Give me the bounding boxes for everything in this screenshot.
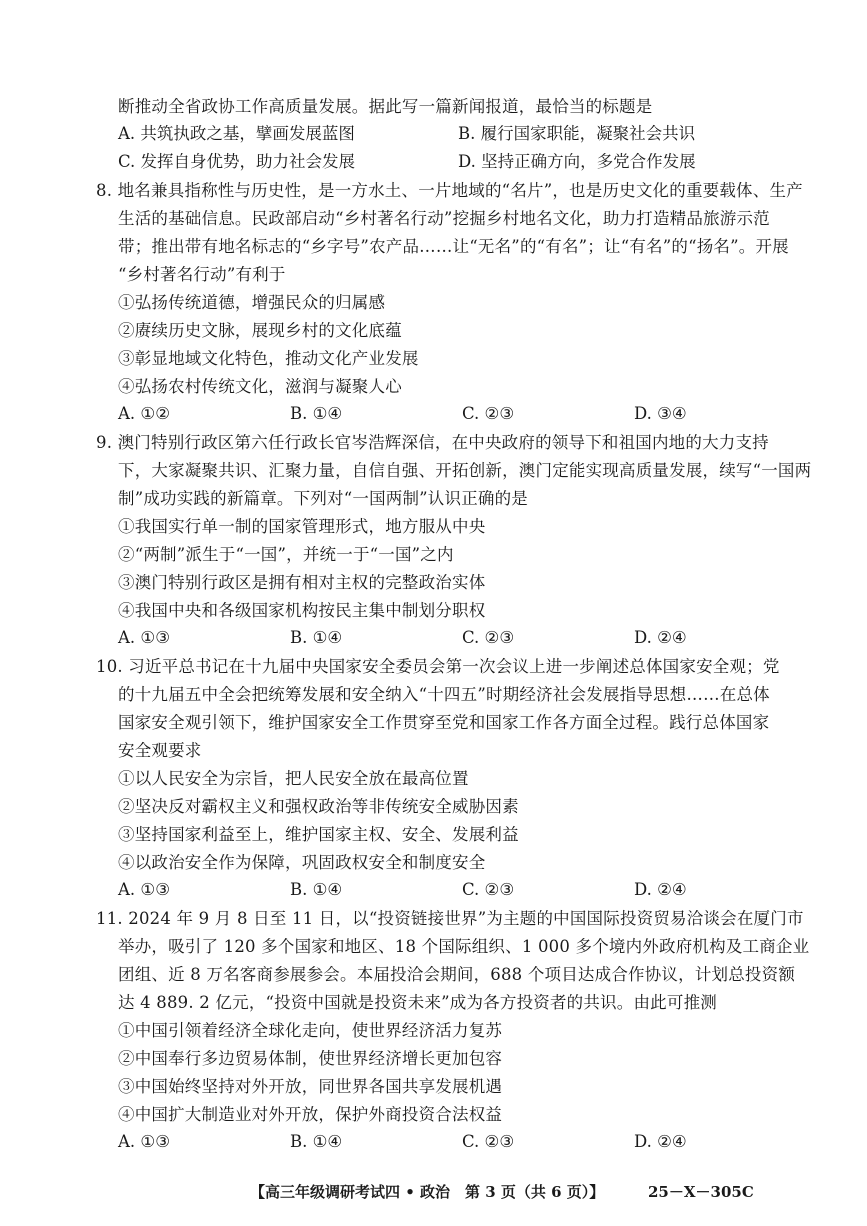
q9-option-c: C. ②③	[462, 628, 515, 647]
q8-item: ④弘扬农村传统文化，滋润与凝聚人心	[118, 377, 402, 396]
q9-option-d: D. ②④	[634, 628, 687, 647]
q7-option-a: A. 共筑执政之基，擘画发展蓝图	[118, 124, 355, 143]
q11-option-c: C. ②③	[462, 1132, 515, 1151]
q11-item: ②中国奉行多边贸易体制，使世界经济增长更加包容	[118, 1049, 503, 1068]
q11-stem-line: 举办，吸引了 120 多个国家和地区、18 个国际组织、1 000 多个境内外政府机构及工商企业	[118, 937, 810, 956]
q10-option-a: A. ①③	[118, 880, 170, 899]
q8-option-d: D. ③④	[634, 404, 687, 423]
q8-option-c: C. ②③	[462, 404, 515, 423]
q9-item: ②“两制”派生于“一国”，并统一于“一国”之内	[118, 545, 454, 564]
q10-item: ④以政治安全作为保障，巩固政权安全和制度安全	[118, 853, 486, 872]
q10-item: ③坚持国家利益至上，维护国家主权、安全、发展利益	[118, 825, 519, 844]
q8-stem-line: 8. 地名兼具指称性与历史性，是一方水土、一片地域的“名片”，也是历史文化的重要载体、生产	[96, 181, 803, 200]
q10-stem-line: 安全观要求	[118, 741, 202, 760]
q10-item: ①以人民安全为宗旨，把人民安全放在最高位置	[118, 769, 469, 788]
q10-item: ②坚决反对霸权主义和强权政治等非传统安全威胁因素	[118, 797, 519, 816]
q11-option-d: D. ②④	[634, 1132, 687, 1151]
q9-stem-line: 制”成功实践的新篇章。下列对“一国两制”认识正确的是	[118, 489, 529, 508]
q11-stem-line: 达 4 889. 2 亿元，“投资中国就是投资未来”成为各方投资者的共识。由此可推测	[118, 993, 717, 1012]
q10-stem-line: 的十九届五中全会把统筹发展和安全纳入“十四五”时期经济社会发展指导思想……在总体	[118, 685, 770, 704]
q7-option-c: C. 发挥自身优势，助力社会发展	[118, 152, 356, 171]
q11-item: ③中国始终坚持对外开放，同世界各国共享发展机遇	[118, 1077, 503, 1096]
q10-option-b: B. ①④	[290, 880, 343, 899]
q11-item: ①中国引领着经济全球化走向，使世界经济活力复苏	[118, 1021, 503, 1040]
q10-stem-line: 国家安全观引领下，维护国家安全工作贯穿至党和国家工作各方面全过程。践行总体国家	[118, 713, 770, 732]
page-footer-code: 25－X－305C	[648, 1183, 754, 1201]
q9-option-b: B. ①④	[290, 628, 343, 647]
q9-item: ①我国实行单一制的国家管理形式，地方服从中央	[118, 517, 486, 536]
page-footer-title: 【高三年级调研考试四 • 政治 第 3 页（共 6 页）】	[250, 1183, 605, 1201]
q9-option-a: A. ①③	[118, 628, 170, 647]
q8-item: ②赓续历史文脉，展现乡村的文化底蕴	[118, 321, 402, 340]
q9-stem-line: 下，大家凝聚共识、汇聚力量，自信自强、开拓创新，澳门定能实现高质量发展，续写“一国两	[118, 461, 812, 480]
q10-option-d: D. ②④	[634, 880, 687, 899]
q11-stem-line: 11. 2024 年 9 月 8 日至 11 日，以“投资链接世界”为主题的中国国际投资贸易洽谈会在厦门市	[96, 909, 804, 928]
q8-item: ①弘扬传统道德，增强民众的归属感	[118, 293, 386, 312]
q8-item: ③彰显地域文化特色，推动文化产业发展	[118, 349, 419, 368]
q10-option-c: C. ②③	[462, 880, 515, 899]
q11-option-a: A. ①③	[118, 1132, 170, 1151]
q8-stem-line: 生活的基础信息。民政部启动“乡村著名行动”挖掘乡村地名文化，助力打造精品旅游示范	[118, 209, 770, 228]
q11-item: ④中国扩大制造业对外开放，保护外商投资合法权益	[118, 1105, 503, 1124]
q7-stem-tail: 断推动全省政协工作高质量发展。据此写一篇新闻报道，最恰当的标题是	[118, 97, 653, 116]
q11-stem-line: 团组、近 8 万名客商参展参会。本届投洽会期间，688 个项目达成合作协议，计划总投资额	[118, 965, 796, 984]
q11-option-b: B. ①④	[290, 1132, 343, 1151]
q9-item: ④我国中央和各级国家机构按民主集中制划分职权	[118, 601, 486, 620]
q8-stem-line: 带；推出带有地名标志的“乡字号”农产品……让“无名”的“有名”；让“有名”的“扬名”。开展	[118, 237, 789, 256]
q7-option-b: B. 履行国家职能，凝聚社会共识	[458, 124, 696, 143]
q7-option-d: D. 坚持正确方向，多党合作发展	[458, 152, 696, 171]
q8-stem-line: “乡村著名行动”有利于	[118, 265, 286, 284]
q8-option-b: B. ①④	[290, 404, 343, 423]
q10-stem-line: 10. 习近平总书记在十九届中央国家安全委员会第一次会议上进一步阐述总体国家安全观；党	[96, 657, 780, 676]
q9-stem-line: 9. 澳门特别行政区第六任行政长官岑浩辉深信，在中央政府的领导下和祖国内地的大力支持	[96, 433, 769, 452]
q9-item: ③澳门特别行政区是拥有相对主权的完整政治实体	[118, 573, 486, 592]
q8-option-a: A. ①②	[118, 404, 170, 423]
